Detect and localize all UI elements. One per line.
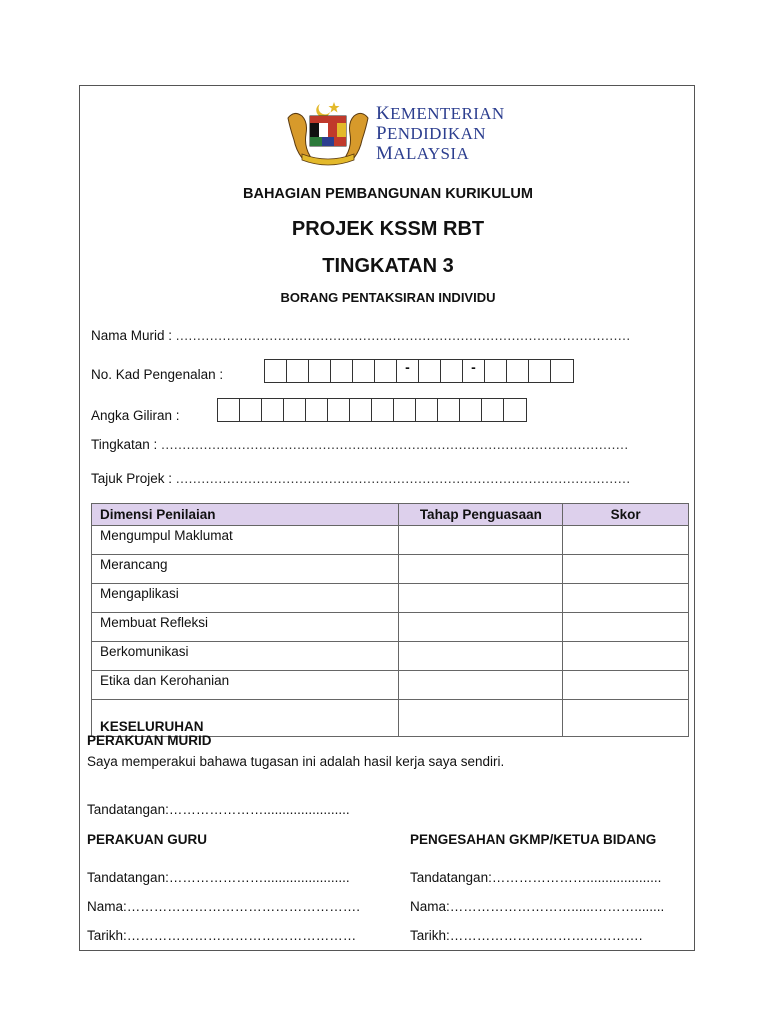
ic-box[interactable] bbox=[353, 360, 375, 382]
ic-box: - bbox=[463, 360, 485, 382]
skor-cell[interactable] bbox=[563, 526, 689, 555]
ic-box[interactable] bbox=[287, 360, 309, 382]
student-declaration-text: Saya memperakui bahawa tugasan ini adalah hasil kerja saya sendiri. bbox=[87, 754, 505, 769]
angka-giliran-label: Angka Giliran : bbox=[91, 408, 180, 423]
angka-box[interactable] bbox=[328, 399, 350, 421]
head-name-field[interactable]: Nama:………………………......………........ bbox=[410, 899, 665, 914]
ic-label: No. Kad Pengenalan : bbox=[91, 367, 224, 382]
dimension-label: Merancang bbox=[92, 555, 399, 584]
dimension-label: Etika dan Kerohanian bbox=[92, 671, 399, 700]
division-heading: BAHAGIAN PEMBANGUNAN KURIKULUM bbox=[243, 186, 533, 202]
angka-box[interactable] bbox=[416, 399, 438, 421]
student-name-field[interactable] bbox=[91, 328, 631, 343]
ic-box[interactable] bbox=[331, 360, 353, 382]
total-row bbox=[92, 700, 689, 737]
ic-box[interactable] bbox=[529, 360, 551, 382]
total-skor-cell[interactable] bbox=[563, 700, 689, 737]
ic-box[interactable] bbox=[375, 360, 397, 382]
ic-box[interactable] bbox=[309, 360, 331, 382]
skor-cell[interactable] bbox=[563, 642, 689, 671]
angka-box[interactable] bbox=[372, 399, 394, 421]
header-tahap: Tahap Penguasaan bbox=[399, 504, 563, 526]
ic-box[interactable] bbox=[551, 360, 573, 382]
angka-box[interactable] bbox=[262, 399, 284, 421]
angka-box[interactable] bbox=[504, 399, 526, 421]
table-row bbox=[92, 555, 689, 584]
total-tahap-cell[interactable] bbox=[399, 700, 563, 737]
assessment-header-row bbox=[92, 504, 689, 526]
ic-number-boxes[interactable] bbox=[264, 359, 574, 383]
form-title: BORANG PENTAKSIRAN INDIVIDU bbox=[280, 290, 496, 305]
ic-box[interactable] bbox=[485, 360, 507, 382]
head-approval-title: PENGESAHAN GKMP/KETUA BIDANG bbox=[410, 832, 657, 847]
ministry-line-2: PENDIDIKAN bbox=[376, 123, 486, 144]
table-row bbox=[92, 584, 689, 613]
tajuk-projek-dots: ........................................................................................................... bbox=[175, 471, 631, 486]
angka-box[interactable] bbox=[284, 399, 306, 421]
ic-box[interactable] bbox=[265, 360, 287, 382]
tingkatan-label: Tingkatan : bbox=[91, 437, 158, 452]
header-dimensi: Dimensi Penilaian bbox=[92, 504, 399, 526]
head-date-field[interactable]: Tarikh:……………………………………. bbox=[410, 928, 643, 943]
angka-giliran-boxes[interactable] bbox=[217, 398, 527, 422]
tahap-cell[interactable] bbox=[399, 613, 563, 642]
ministry-name bbox=[376, 104, 505, 164]
angka-box[interactable] bbox=[482, 399, 504, 421]
table-row bbox=[92, 671, 689, 700]
ic-box[interactable] bbox=[507, 360, 529, 382]
tingkatan-field[interactable] bbox=[91, 437, 629, 452]
tingkatan-dots: .............................................................................................................. bbox=[161, 437, 629, 452]
angka-box[interactable] bbox=[240, 399, 262, 421]
table-row bbox=[92, 526, 689, 555]
angka-box[interactable] bbox=[394, 399, 416, 421]
dimension-label: Membuat Refleksi bbox=[92, 613, 399, 642]
angka-box[interactable] bbox=[460, 399, 482, 421]
teacher-declaration-title: PERAKUAN GURU bbox=[87, 832, 208, 847]
skor-cell[interactable] bbox=[563, 555, 689, 584]
header-skor: Skor bbox=[563, 504, 689, 526]
malaysia-crest-logo bbox=[280, 98, 376, 168]
table-row bbox=[92, 613, 689, 642]
project-title: PROJEK KSSM RBT bbox=[291, 218, 485, 240]
student-name-label: Nama Murid : bbox=[91, 328, 173, 343]
assessment-form-page bbox=[79, 85, 695, 951]
tajuk-projek-label: Tajuk Projek : bbox=[91, 471, 173, 486]
ministry-line-3: MALAYSIA bbox=[376, 143, 470, 164]
student-declaration-title: PERAKUAN MURID bbox=[87, 733, 212, 748]
tahap-cell[interactable] bbox=[399, 555, 563, 584]
angka-box[interactable] bbox=[218, 399, 240, 421]
ic-box[interactable] bbox=[441, 360, 463, 382]
angka-box[interactable] bbox=[438, 399, 460, 421]
skor-cell[interactable] bbox=[563, 613, 689, 642]
teacher-signature-field[interactable]: Tandatangan:…………………....................... bbox=[87, 870, 350, 885]
tahap-cell[interactable] bbox=[399, 526, 563, 555]
dimension-label: Mengaplikasi bbox=[92, 584, 399, 613]
total-label: KESELURUHAN bbox=[92, 700, 399, 737]
ic-box[interactable] bbox=[419, 360, 441, 382]
teacher-date-field[interactable]: Tarikh:…………………………………………… bbox=[87, 928, 357, 943]
student-signature-field[interactable]: Tandatangan:…………………....................... bbox=[87, 802, 350, 817]
level-title: TINGKATAN 3 bbox=[322, 255, 454, 277]
student-name-dots: ........................................................................................................... bbox=[175, 328, 631, 343]
tahap-cell[interactable] bbox=[399, 671, 563, 700]
teacher-name-field[interactable]: Nama:……………………………………………. bbox=[87, 899, 361, 914]
dimension-label: Mengumpul Maklumat bbox=[92, 526, 399, 555]
skor-cell[interactable] bbox=[563, 584, 689, 613]
ministry-line-1: KEMENTERIAN bbox=[376, 103, 505, 124]
table-row bbox=[92, 642, 689, 671]
dimension-label: Berkomunikasi bbox=[92, 642, 399, 671]
tajuk-projek-field[interactable] bbox=[91, 471, 631, 486]
assessment-table bbox=[91, 503, 689, 737]
tahap-cell[interactable] bbox=[399, 584, 563, 613]
head-signature-field[interactable]: Tandatangan:………………….................... bbox=[410, 870, 662, 885]
skor-cell[interactable] bbox=[563, 671, 689, 700]
angka-box[interactable] bbox=[306, 399, 328, 421]
ic-box: - bbox=[397, 360, 419, 382]
angka-box[interactable] bbox=[350, 399, 372, 421]
tahap-cell[interactable] bbox=[399, 642, 563, 671]
